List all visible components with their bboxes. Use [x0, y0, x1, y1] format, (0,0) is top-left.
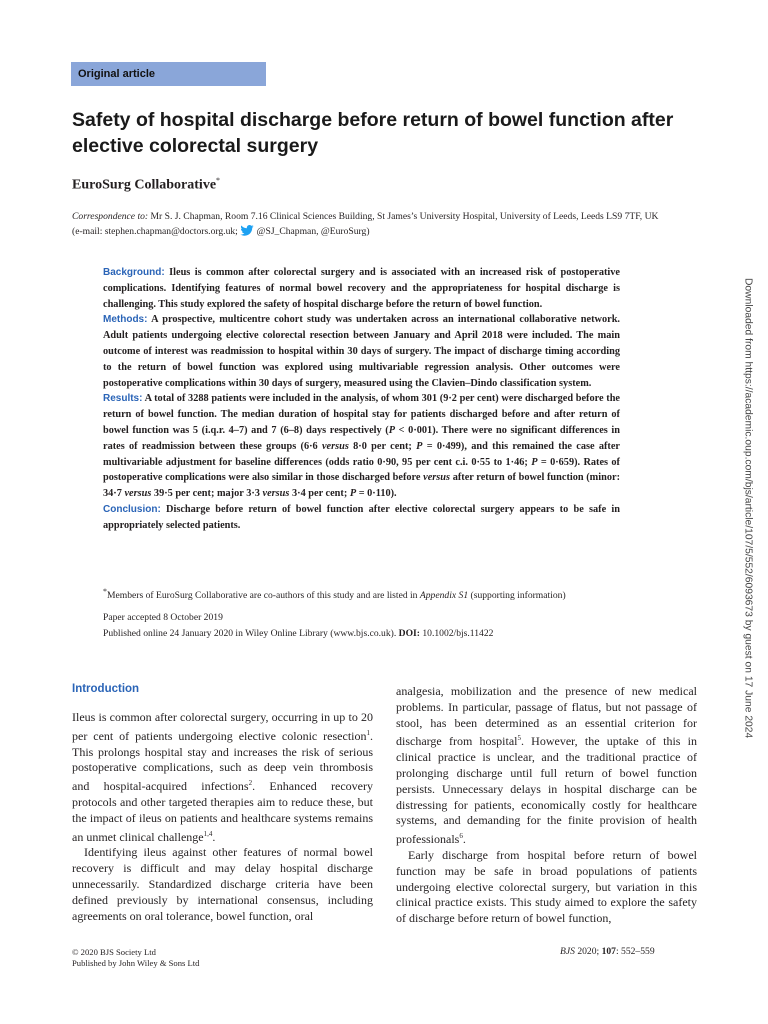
abstract-background: Background: Ileus is common after colorectal surgery and is associated with an increased risk of postoperative complications. Identifying features of normal bowel recovery and the appropriateness for hospital discharge is challenging. This study explored the safety of hospital discharge before the return of bowel function. [103, 267, 620, 310]
abstract-results: Results: A total of 3288 patients were included in the analysis, of whom 301 (9·2 per cent) were discharged before the return of bowel function. The median duration of hospital stay for patients discharged before and after return of bowel function was 5 (i.q.r. 4–7) and 7 (6–8) days respectively (P < 0·001). There were no significant differences in rates of readmission between these groups (6·6 versus 8·0 per cent; P = 0·499), and this remained the case after multivariable adjustment for baseline differences (odds ratio 0·90, 95 per cent c.i. 0·55 to 1·46; P = 0·659). Rates of postoperative complications were also similar in those discharged before versus after return of bowel function (minor: 34·7 versus 39·5 per cent; major 3·3 versus 3·4 per cent; P = 0·110). [103, 393, 621, 500]
published-line: Published online 24 January 2020 in Wiley Online Library (www.bjs.co.uk). DOI: 10.1002/bjs.11422 [103, 628, 494, 639]
twitter-bird-icon [240, 225, 254, 241]
author-footnote: *Members of EuroSurg Collaborative are co-authors of this study and are listed in Appendix S1 (supporting information) [103, 587, 566, 602]
author-line: EuroSurg Collaborative* [72, 176, 221, 193]
download-watermark: Downloaded from https://academic.oup.com/bjs/article/107/5/552/6093673 by guest on 17 June 2024 [742, 278, 754, 739]
copyright-footer: © 2020 BJS Society Ltd Published by John Wiley & Sons Ltd [72, 947, 200, 968]
body-column-right [396, 684, 697, 927]
paragraph: Early discharge from hospital before return of bowel function may be safe in broad populations of patients undergoing elective colorectal surgery, but variation in this clinical practice exists. This study aimed to explore the safety of discharge before return of bowel function, [396, 847, 697, 926]
abstract-conclusion: Conclusion: Discharge before return of bowel function after elective colorectal surgery appears to be safe in appropriately selected patients. [103, 503, 620, 531]
accepted-date: Paper accepted 8 October 2019 [103, 612, 223, 623]
doi-link[interactable]: 10.1002/bjs.11422 [419, 628, 494, 639]
twitter-handles[interactable]: @SJ_Chapman, @EuroSurg) [254, 226, 370, 237]
paragraph: analgesia, mobilization and the presence of new medical problems. In particular, passage of flatus, but not passage of stool, has been determined as an essential criterion for discharge from hospital$^5$. However, the uptake of this in clinical practice is unclear, and the traditional practice of prolonging discharge until full return of bowel function persists. Unnecessary delays in hospital discharge can be distressing for patients, economically costly for healthcare systems, and demanding for the finite provision of health professionals$^6$. [396, 684, 697, 847]
body-column-left [72, 710, 373, 924]
article-type-tag: Original article [71, 62, 266, 86]
abstract [103, 265, 620, 534]
email-link[interactable]: (e-mail: stephen.chapman@doctors.org.uk; [72, 226, 238, 237]
abstract-methods: Methods: A prospective, multicentre cohort study was undertaken across an international collaborative network. Adult patients undergoing elective colorectal resection between January and April 2018 were included. The main outcome of interest was readmission to hospital within 30 days of surgery. The impact of discharge timing according to the return of bowel function was explored using multivariable regression analysis. Other outcomes were postoperative complications within 30 days of surgery, measured using the Clavien–Dindo classification system. [103, 314, 620, 389]
correspondence: Correspondence to: Mr S. J. Chapman, Room 7.16 Clinical Sciences Building, St James’s University Hospital, University of Leeds, Leeds LS9 7TF, UK (e-mail: stephen.chapman@doctors.org.uk; @SJ_Chapman, @EuroSurg) [72, 209, 712, 241]
paragraph: Identifying ileus against other features of normal bowel recovery is difficult and may delay hospital discharge unnecessarily. Standardized discharge criteria have been defined previously by international consensus, including agreements on oral tolerance, bowel function, oral [72, 845, 373, 923]
article-title: Safety of hospital discharge before return of bowel function after elective colorectal surgery [72, 109, 674, 157]
journal-citation: BJS 2020; 107: 552–559 [560, 946, 655, 957]
appendix-link[interactable]: Appendix S1 [419, 590, 469, 602]
introduction-heading: Introduction [72, 683, 140, 695]
paragraph: Ileus is common after colorectal surgery, occurring in up to 20 per cent of patients undergoing elective colonic resection$^1$. This prolongs hospital stay and increases the risk of serious postoperative complications, such as deep vein thrombosis and hospital-acquired infections$^2$. Enhanced recovery protocols and other targeted therapies aim to reduce these, but the impact of ileus on patients and healthcare systems remains an unmet clinical challenge$^{1,4}$. [72, 710, 374, 844]
